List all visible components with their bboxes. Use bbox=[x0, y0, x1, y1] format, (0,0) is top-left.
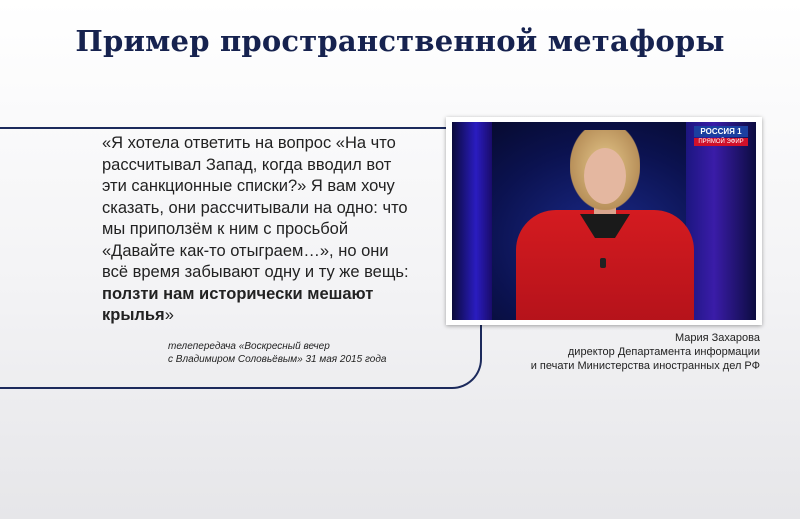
caption-role-1: директор Департамента информации bbox=[567, 346, 760, 358]
caption-role-2: и печати Министерства иностранных дел РФ bbox=[530, 360, 760, 372]
tv-brand: РОССИЯ 1 bbox=[694, 126, 748, 137]
quote-text bbox=[102, 133, 414, 327]
speaker-photo bbox=[452, 122, 756, 320]
photo-frame bbox=[446, 117, 762, 325]
slide-title: Пример пространственной метафоры bbox=[75, 24, 725, 58]
microphone-icon bbox=[600, 258, 606, 268]
source-line-1: телепередача «Воскресный вечер bbox=[168, 341, 330, 352]
quote-body: «Я хотела ответить на вопрос «На что рассчитывал Запад, когда вводил вот эти санкционные списки?» Я вам хочу сказать, они рассчитывали на одно: что мы приползём к ним с просьбой «Давайте как-то отыграем…», но они всё время забывают одну и ту же вещь: bbox=[102, 134, 409, 281]
quote-emphasis: ползти нам исторически мешают крылья bbox=[102, 284, 374, 324]
studio-background-right bbox=[686, 122, 756, 320]
tv-channel-logo bbox=[694, 126, 748, 146]
tv-live-badge: ПРЯМОЙ ЭФИР bbox=[694, 138, 748, 146]
quote-close: » bbox=[164, 306, 174, 324]
caption-name: Мария Захарова bbox=[674, 332, 760, 344]
quote-source bbox=[168, 340, 428, 366]
studio-background-left bbox=[452, 122, 492, 320]
photo-caption bbox=[470, 331, 760, 373]
speaker-face bbox=[584, 148, 626, 204]
source-line-2: с Владимиром Соловьёвым» 31 мая 2015 года bbox=[168, 354, 387, 365]
